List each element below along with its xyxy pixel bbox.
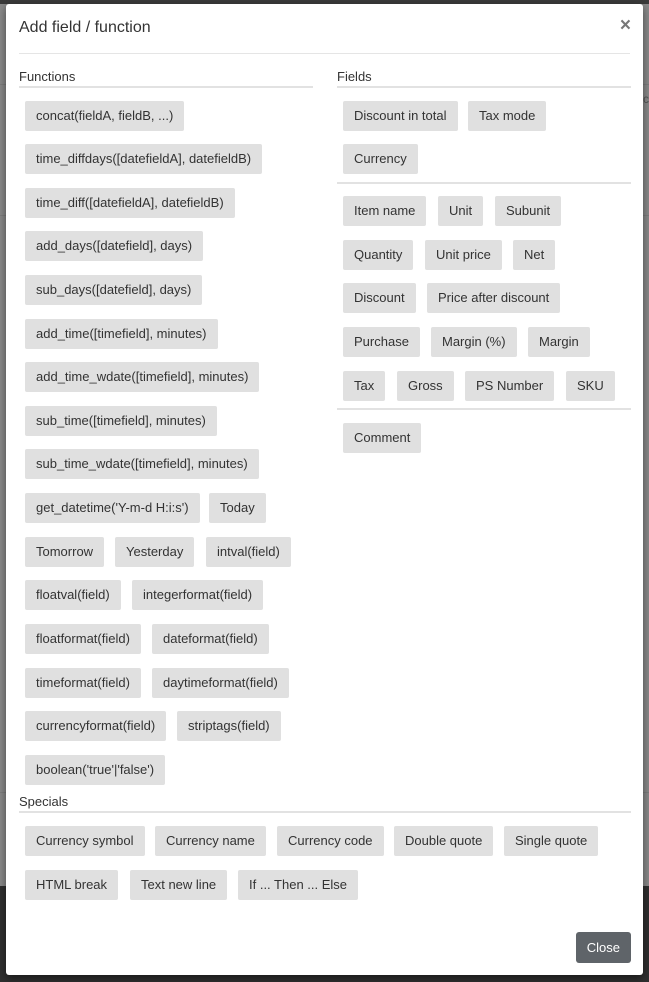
function-button[interactable]: daytimeformat(field) [152, 668, 289, 698]
field-button[interactable]: Purchase [343, 327, 420, 357]
field-button[interactable]: Discount in total [343, 101, 458, 131]
header-divider [19, 53, 630, 54]
field-button[interactable]: Quantity [343, 240, 413, 270]
function-button[interactable]: timeformat(field) [25, 668, 141, 698]
fields-divider [337, 86, 631, 88]
close-icon[interactable]: × [619, 15, 631, 36]
function-button[interactable]: add_days([datefield], days) [25, 231, 203, 261]
field-button[interactable]: PS Number [465, 371, 554, 401]
fields-group-divider [337, 408, 631, 410]
functions-heading: Functions [19, 69, 76, 84]
field-button[interactable]: Unit [438, 196, 483, 226]
field-button[interactable]: Unit price [425, 240, 502, 270]
special-button[interactable]: Currency code [277, 826, 384, 856]
field-button[interactable]: Tax [343, 371, 385, 401]
field-button[interactable]: Subunit [495, 196, 561, 226]
field-button[interactable]: Net [513, 240, 555, 270]
field-button[interactable]: Margin [528, 327, 590, 357]
function-button[interactable]: sub_time([timefield], minutes) [25, 406, 217, 436]
function-button[interactable]: currencyformat(field) [25, 711, 166, 741]
field-button[interactable]: Comment [343, 423, 421, 453]
function-button[interactable]: striptags(field) [177, 711, 281, 741]
field-button[interactable]: Gross [397, 371, 454, 401]
special-button[interactable]: Currency symbol [25, 826, 145, 856]
specials-divider [19, 811, 631, 813]
special-button[interactable]: Single quote [504, 826, 598, 856]
field-button[interactable]: Currency [343, 144, 418, 174]
function-button[interactable]: floatval(field) [25, 580, 121, 610]
function-button[interactable]: Today [209, 493, 266, 523]
special-button[interactable]: HTML break [25, 870, 118, 900]
special-button[interactable]: Double quote [394, 826, 493, 856]
function-button[interactable]: concat(fieldA, fieldB, ...) [25, 101, 184, 131]
function-button[interactable]: floatformat(field) [25, 624, 141, 654]
modal-title: Add field / function [19, 19, 151, 36]
field-button[interactable]: Discount [343, 283, 416, 313]
function-button[interactable]: add_time([timefield], minutes) [25, 319, 218, 349]
function-button[interactable]: time_diffdays([datefieldA], datefieldB) [25, 144, 262, 174]
function-button[interactable]: Tomorrow [25, 537, 104, 567]
function-button[interactable]: sub_time_wdate([timefield], minutes) [25, 449, 259, 479]
background-edge-text: c [643, 92, 649, 106]
field-button[interactable]: Item name [343, 196, 426, 226]
functions-divider [19, 86, 313, 88]
special-button[interactable]: If ... Then ... Else [238, 870, 358, 900]
function-button[interactable]: sub_days([datefield], days) [25, 275, 202, 305]
function-button[interactable]: add_time_wdate([timefield], minutes) [25, 362, 259, 392]
add-field-modal [6, 4, 643, 975]
fields-heading: Fields [337, 69, 372, 84]
function-button[interactable]: intval(field) [206, 537, 291, 567]
special-button[interactable]: Currency name [155, 826, 266, 856]
field-button[interactable]: Margin (%) [431, 327, 517, 357]
field-button[interactable]: Tax mode [468, 101, 546, 131]
special-button[interactable]: Text new line [130, 870, 227, 900]
function-button[interactable]: get_datetime('Y-m-d H:i:s') [25, 493, 200, 523]
function-button[interactable]: integerformat(field) [132, 580, 263, 610]
field-button[interactable]: SKU [566, 371, 615, 401]
close-button[interactable]: Close [576, 932, 631, 963]
function-button[interactable]: time_diff([datefieldA], datefieldB) [25, 188, 235, 218]
specials-heading: Specials [19, 794, 69, 809]
fields-group-divider [337, 182, 631, 184]
function-button[interactable]: Yesterday [115, 537, 194, 567]
function-button[interactable]: boolean('true'|'false') [25, 755, 165, 785]
field-button[interactable]: Price after discount [427, 283, 560, 313]
function-button[interactable]: dateformat(field) [152, 624, 269, 654]
